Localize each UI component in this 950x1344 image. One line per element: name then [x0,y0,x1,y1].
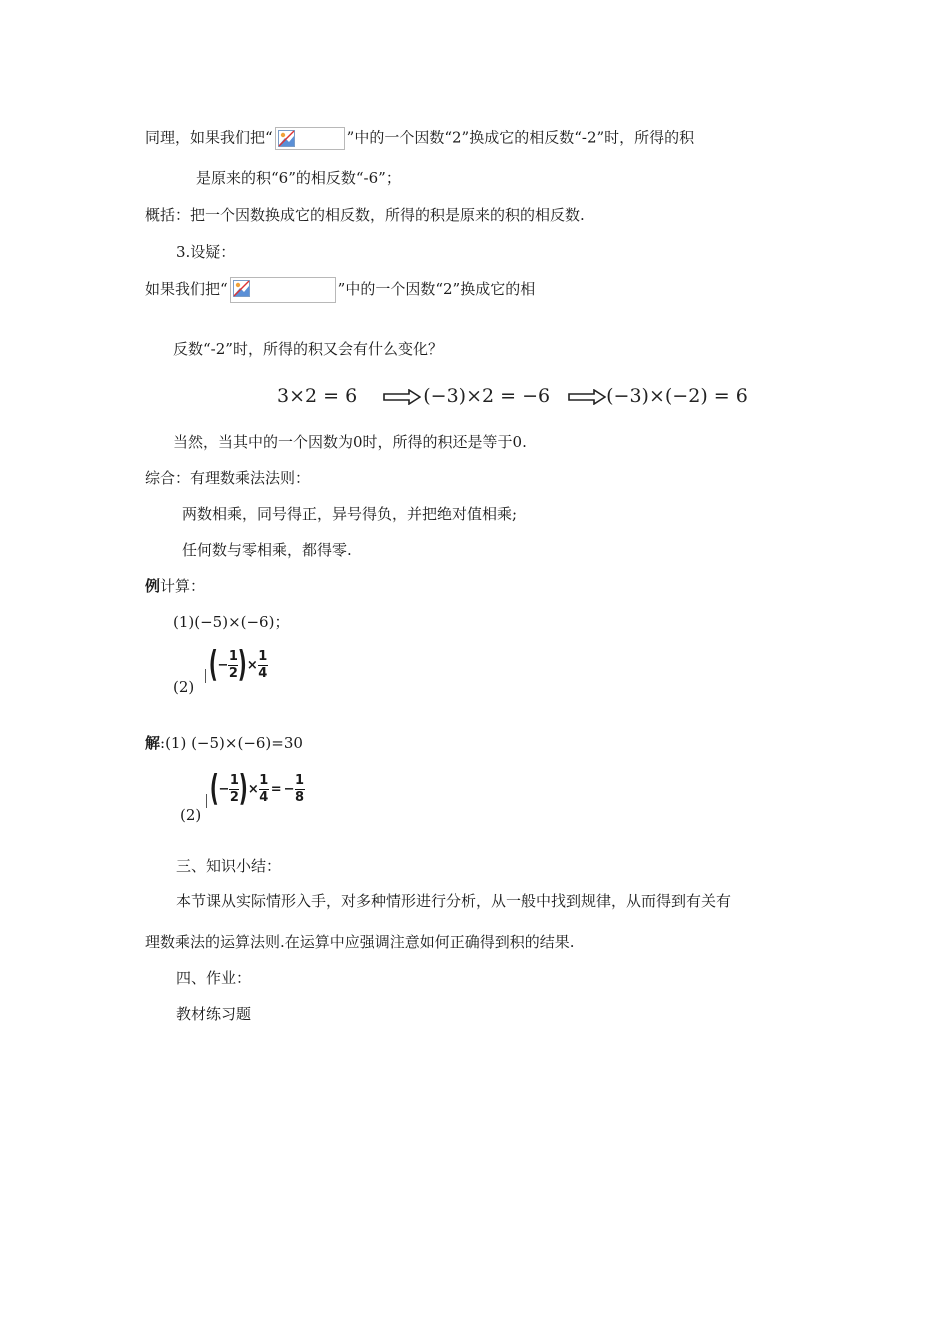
broken-image-icon [233,280,250,297]
paragraph-line: 如果我们把“ ”中的一个因数“2”换成它的相 [145,277,535,303]
equation: 3×2 = 6 [277,385,358,407]
paragraph-line: 教材练习题 [176,1005,252,1023]
fraction: $\frac{1}{4}$ [258,648,268,681]
fraction: $\frac{1}{2}$ [228,648,238,681]
broken-image-icon [278,130,295,147]
hollow-right-arrow-icon [568,389,606,405]
paragraph-line: 反数“-2”时，所得的积又会有什么变化？ [173,340,443,358]
rule-line: 任何数与零相乘，都得零. [182,541,352,559]
paragraph-line: 概括：把一个因数换成它的相反数，所得的积是原来的积的相反数. [145,206,585,224]
example-item: (1)(−5)×(−6)； [173,613,290,631]
paragraph-line: 理数乘法的运算法则.在运算中应强调注意如何正确得到积的结果. [145,933,575,951]
fraction: $\frac{1}{4}$ [259,772,269,805]
equation: (−3)×2 = −6 [423,385,551,407]
paragraph-line: 本节课从实际情形入手，对多种情形进行分析，从一般中找到规律，从而得到有关有 [176,892,732,910]
rule-line: 两数相乘，同号得正，异号得负，并把绝对值相乘; [182,505,518,523]
solution-item-label: (2) [180,806,202,824]
paragraph-line: 当然，当其中的一个因数为0时，所得的积还是等于0. [173,433,527,451]
section-heading: 四、作业： [176,969,252,987]
fraction: $\frac{1}{2}$ [229,772,239,805]
broken-image-placeholder [230,277,336,303]
fraction: $\frac{1}{8}$ [295,772,305,805]
equation-chain [277,384,748,408]
paragraph-line: 综合：有理数乘法法则： [145,469,311,487]
example-expression: ( − $\frac{1}{2}$ ) × $\frac{1}{4}$ [205,647,268,687]
hollow-right-arrow-icon [383,389,421,405]
equation: (−3)×(−2) = 6 [606,385,748,407]
broken-image-placeholder [275,127,345,150]
example-heading: 例计算： [145,577,206,595]
paragraph-line: 是原来的积“6”的相反数“-6”； [196,169,401,187]
solution-expression: ( − $\frac{1}{2}$ ) × $\frac{1}{4}$ = − $\frac{1}{8}$ [206,770,305,812]
example-item-label: (2) [173,678,195,696]
paragraph-line: 同理，如果我们把“ ”中的一个因数“2”换成它的相反数“-2”时，所得的积 [145,127,694,150]
solution-heading: 解:(1) (−5)×(−6)=30 [145,734,303,752]
section-heading: 三、知识小结： [176,857,282,875]
section-heading: 3.设疑： [176,243,236,261]
